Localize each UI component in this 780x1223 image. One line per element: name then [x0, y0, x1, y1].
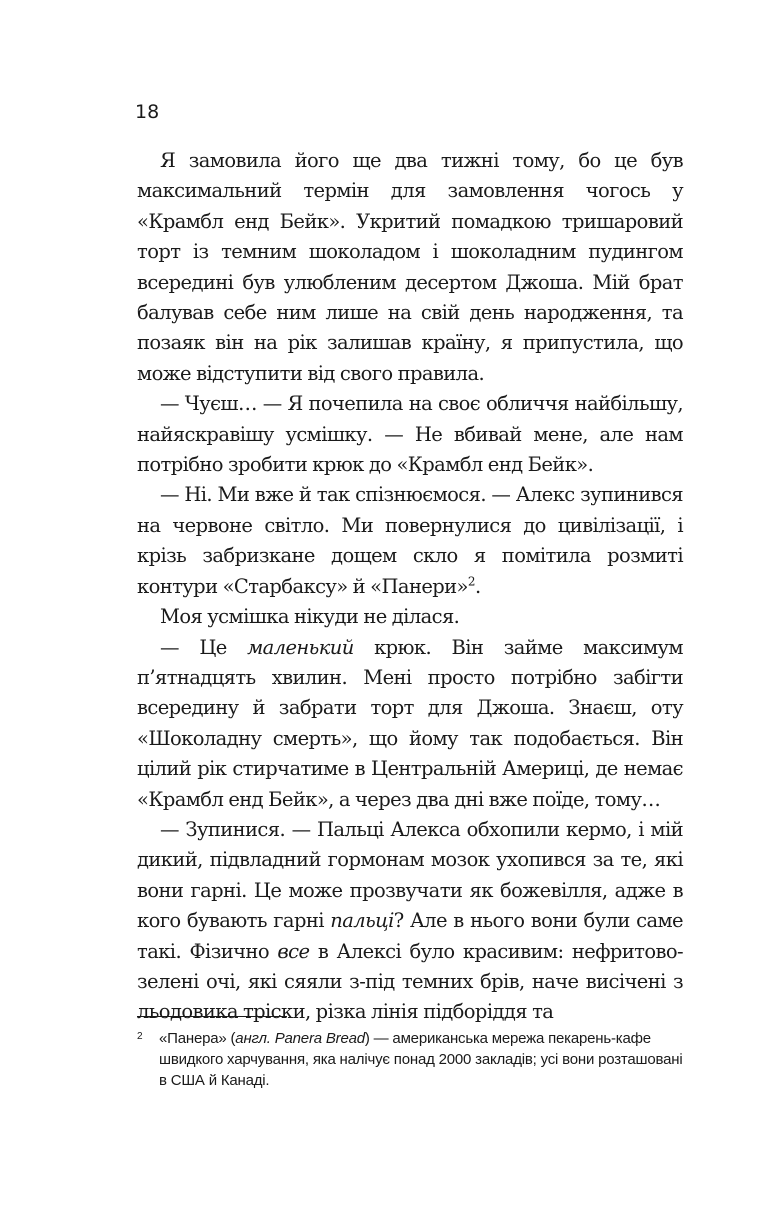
footnote-text	[159, 1028, 683, 1091]
paragraph-text: — Ні. Ми вже й так спізнюємося. — Алекс зупинився на червоне світло. Ми повернулися до цивілізації, і крізь забризкане дощем скло я помітила розмиті контури «Старбаксу» й «Панери»	[137, 483, 683, 598]
paragraph-text: ? Але в нього вони були саме такі. Фізично	[137, 909, 683, 963]
emphasis: маленький	[247, 635, 354, 659]
emphasis: все	[277, 939, 310, 963]
paragraph-text: в Алексі було красивим: нефритово-зелені очі, які сяяли з-під темних брів, наче висічені з льодовика тріски, різка лінія підборіддя та	[137, 939, 684, 1024]
body-text	[137, 146, 683, 1028]
footnote-language: англ. Panera Bread	[235, 1030, 365, 1047]
paragraph	[137, 633, 683, 815]
paragraph: Я замовила його ще два тижні тому, бо це був максимальний термін для замовлення чогось у «Крамбл енд Бейк». Укритий помадкою тришаровий торт із темним шоколадом і шоколадним пудингом всередині був улюбленим десертом Джоша. Мій брат балував себе ним лише на свій день народження, та позаяк він на рік залишав країну, я припустила, що може відступити від свого правила.	[137, 149, 683, 385]
paragraph: — Ні. Ми вже й так спізнюємося. — Алекс зупинився на червоне світло. Ми повернулися до цивілізації, і крізь забризкане дощем скло я помітила розмиті контури «Старбаксу» й «Панери»$^2$.	[137, 483, 683, 598]
paragraph-text: — Зупинися. — Пальці Алекса обхопили кермо, і мій дикий, підвладний гормонам мозок ухопився за те, які вони гарні. Це може прозвучати як божевілля, адже в кого бувають гарні	[137, 817, 683, 933]
footnote-term: «Панера» (	[159, 1030, 236, 1047]
paragraph	[137, 389, 683, 480]
footnote	[137, 1028, 683, 1091]
emphasis: пальці	[330, 909, 394, 933]
footnote-body: ) — американська мережа пекарень-кафе швидкого харчування, яка налічує понад 2000 закладів; усі вони розташовані в США й Канаді.	[159, 1030, 683, 1089]
paragraph	[137, 815, 683, 1028]
paragraph-text: — Чуєш… — Я почепила на своє обличчя найбільшу, найяскравішу усмішку. — Не вбивай мене, але нам потрібно зробити крюк до «Крамбл енд Бейк».	[137, 392, 683, 477]
paragraph-text: крюк. Він займе максимум п’ятнадцять хвилин. Мені просто потрібно забігти всередину й забрати торт для Джоша. Знаєш, оту «Шоколадну смерть», що йому так подобається. Він цілий рік стирчатиме в Центральній Америці, де немає «Крамбл енд Бейк», а через два дні вже поїде, тому…	[137, 635, 683, 811]
footnote-reference[interactable]: 2	[467, 574, 475, 589]
paragraph: Моя усмішка нікуди не ділася.	[160, 605, 460, 629]
page-number: 18	[135, 101, 160, 123]
footnote-divider	[137, 1016, 287, 1017]
paragraph-text: — Це	[160, 635, 248, 659]
footnote-number: 2	[137, 1031, 143, 1042]
